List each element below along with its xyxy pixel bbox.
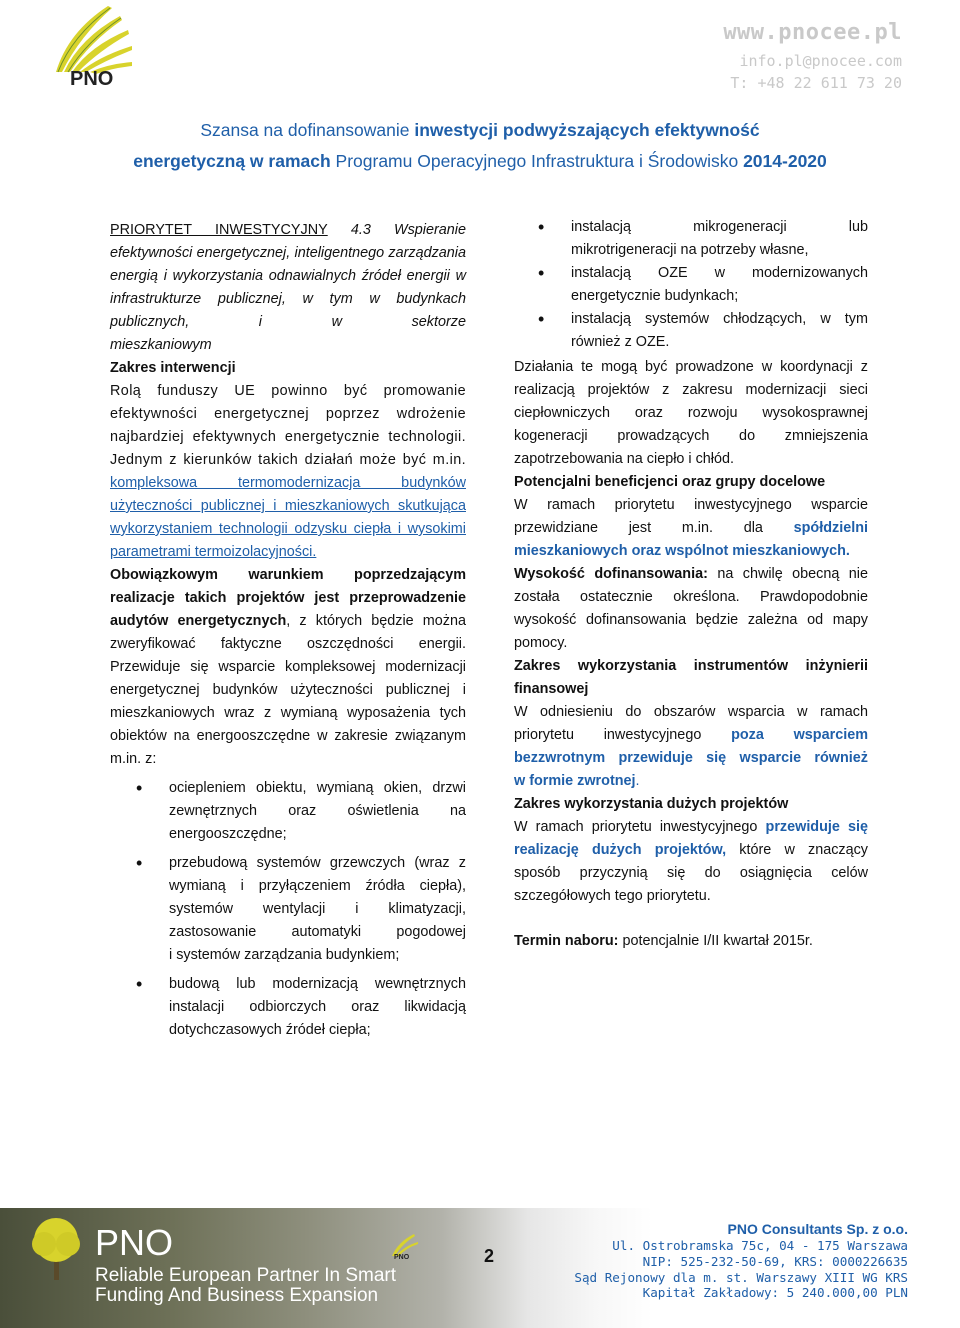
przewiduje-paragraph: Przewiduje się wsparcie kompleksowej modernizacji energetycznej budynków użyteczności publicznej i mieszkaniowych wraz z wymianą wyposażenia tych obiektów na energooszczędne w zakresie związanym bbox=[110, 659, 466, 744]
potencjalni-paragraph bbox=[514, 494, 868, 540]
duze-blue: przewiduje się realizację dużych projektów, bbox=[514, 819, 868, 858]
termin-line bbox=[514, 930, 868, 953]
przewiduje-last-line: m.in. z: bbox=[110, 751, 157, 767]
list-item-cont: również z OZE. bbox=[571, 334, 670, 350]
title-part-bold: inwestycji podwyższających efektywność bbox=[414, 120, 760, 140]
footer-nip: NIP: 525-232-50-69, KRS: 0000226635 bbox=[642, 1254, 908, 1269]
duze-paragraph bbox=[514, 816, 868, 885]
wysokosc-heading: Wysokość dofinansowania: bbox=[514, 566, 708, 582]
page-title-line-2 bbox=[0, 151, 960, 172]
footer-pno-logo: PNO bbox=[95, 1222, 174, 1263]
pno-logo-icon bbox=[28, 2, 158, 98]
priority-label: PRIORYTET INWESTYCYJNY bbox=[110, 222, 328, 238]
footer-tagline-1: Reliable European Partner In Smart bbox=[95, 1265, 396, 1286]
duze-text2: które w znaczący sposób przyczynią się do osiągnięcia celów bbox=[514, 842, 868, 881]
list-item-cont: mikrotrigeneracji na potrzeby własne, bbox=[571, 242, 809, 258]
odniesieniu-blue: poza wsparciem bezzwrotnym przewiduje się wsparcie również bbox=[514, 727, 868, 766]
left-column bbox=[110, 219, 466, 1042]
odniesieniu-dot: . bbox=[635, 773, 640, 789]
footer-tagline-2: Funding And Business Expansion bbox=[95, 1285, 379, 1306]
odniesieniu-text: W odniesieniu do obszarów wsparcia w ramach priorytetu inwestycyjnego bbox=[514, 704, 868, 743]
wysokosc-paragraph bbox=[514, 563, 868, 632]
dzialania-paragraph: Działania te mogą być prowadzone w koordynacji z realizacją projektów z zakresu modernizacji sieci ciepłowniczych oraz rozwoju wysokosprawnej kogeneracji prowadzących do zmniejszenia bbox=[514, 359, 868, 444]
pno-mini-logo-icon bbox=[386, 1230, 422, 1266]
odniesieniu-blue-last: w formie zwrotnej bbox=[514, 773, 636, 789]
website-link[interactable]: www.pnocee.pl bbox=[723, 20, 902, 45]
logo-text: PNO bbox=[70, 68, 114, 90]
left-bullet-list bbox=[110, 777, 466, 1042]
list-item-cont: energetycznie budynkach; bbox=[571, 288, 739, 304]
list-item: • ociepleniem obiektu, wymianą okien, drzwi zewnętrznych oraz oświetlenia na energooszczędne; bbox=[110, 777, 466, 846]
duze-last-line: szczegółowych tego priorytetu. bbox=[514, 888, 711, 904]
zakres-heading: Zakres interwencji bbox=[110, 360, 236, 376]
list-item: • instalacją OZE w modernizowanych bbox=[514, 262, 868, 285]
duze-text: W ramach priorytetu inwestycyjnego bbox=[514, 819, 766, 835]
right-column bbox=[514, 216, 868, 953]
dzialania-last-line: zapotrzebowania na ciepło i chłód. bbox=[514, 451, 734, 467]
title-part: Szansa na dofinansowanie bbox=[200, 120, 415, 140]
footer-capital: Kapitał Zakładowy: 5 240.000,00 PLN bbox=[642, 1285, 908, 1300]
tree-icon bbox=[22, 1214, 92, 1284]
termin-text: potencjalnie I/II kwartał 2015r. bbox=[618, 933, 813, 949]
footer-court: Sąd Rejonowy dla m. st. Warszawy XIII WG KRS bbox=[574, 1270, 908, 1285]
kompleksowa-link[interactable]: kompleksowa termomodernizacja budynków użyteczności publicznej i mieszkaniowych skutkująca wykorzystaniem technologii odzysku ciepła i wysokimi bbox=[110, 475, 466, 537]
mini-logo-text: PNO bbox=[394, 1254, 410, 1261]
potencjalni-blue-last: mieszkaniowych oraz wspólnot mieszkaniowych. bbox=[514, 543, 850, 559]
footer-company: PNO Consultants Sp. z o.o. bbox=[727, 1221, 908, 1237]
priority-text: 4.3 Wspieranie efektywności energetycznej, inteligentnego zarządzania energią i wykorzystania odnawialnych źródeł energii w infrastrukturze publicznej, w tym w budynkach publicznych, i w sektorze bbox=[110, 222, 466, 330]
list-item: • budową lub modernizacją wewnętrznych instalacji odbiorczych oraz likwidacją dotychczasowych źródeł ciepła; bbox=[110, 973, 466, 1042]
zakres-instr-heading: Zakres wykorzystania instrumentów inżynierii bbox=[514, 658, 868, 674]
potencjalni-heading: Potencjalni beneficjenci oraz grupy docelowe bbox=[514, 474, 826, 490]
title-part-bold: energetyczną w ramach bbox=[133, 151, 331, 171]
page-title-line-1 bbox=[0, 120, 960, 141]
email-link[interactable]: info.pl@pnocee.com bbox=[739, 52, 902, 70]
potencjalni-blue: spółdzielni bbox=[793, 520, 868, 536]
wysokosc-last-line: pomocy. bbox=[514, 635, 568, 651]
obowiazkowym-paragraph bbox=[110, 564, 466, 656]
phone-number: T: +48 22 611 73 20 bbox=[730, 74, 902, 92]
odniesieniu-last-line bbox=[514, 770, 868, 793]
title-part: Programu Operacyjnego Infrastruktura i Środowisko bbox=[330, 151, 744, 171]
footer-address: Ul. Ostrobramska 75c, 04 - 175 Warszawa bbox=[612, 1238, 908, 1253]
priority-last-line: mieszkaniowym bbox=[110, 337, 212, 353]
kompleksowa-link-last[interactable]: parametrami termoizolacyjności. bbox=[110, 544, 317, 560]
zakres-instr-heading-last: finansowej bbox=[514, 681, 589, 697]
wysokosc-text: na chwilę obecną nie została ostatecznie określona. Prawdopodobnie wysokość dofinansowania będzie zależna od mapy bbox=[514, 566, 869, 628]
priority-paragraph bbox=[110, 219, 466, 334]
list-item: • instalacją systemów chłodzących, w tym bbox=[514, 308, 868, 331]
obowiazkowym-rest: , z których będzie można zweryfikować faktyczne oszczędności energii. bbox=[110, 613, 466, 652]
list-item: • przebudową systemów grzewczych (wraz z wymianą i przyłączeniem źródła ciepła), systemów wentylacji i klimatyzacji, zastosowanie automatyki pogodowej bbox=[110, 852, 466, 944]
list-item-last-line: i systemów zarządzania budynkiem; bbox=[169, 947, 400, 963]
list-item: • instalacją mikrogeneracji lub bbox=[514, 216, 868, 239]
obowiazkowym-bold: Obowiązkowym warunkiem poprzedzającym realizacje takich projektów jest przeprowadzenie audytów energetycznych bbox=[110, 567, 466, 629]
odniesieniu-paragraph bbox=[514, 701, 868, 770]
zakres-paragraph: Rolą funduszy UE powinno być promowanie efektywności energetycznej poprzez wdrożenie najbardziej efektywnych energetycznie technologii. Jednym z kierunków takich działań może być m.in. bbox=[110, 383, 466, 468]
termin-label: Termin naboru: bbox=[514, 933, 619, 949]
title-part-bold: 2014-2020 bbox=[743, 151, 827, 171]
duze-heading: Zakres wykorzystania dużych projektów bbox=[514, 796, 789, 812]
page-number: 2 bbox=[484, 1246, 495, 1266]
potencjalni-text: W ramach priorytetu inwestycyjnego wsparcie przewidziane jest m.in. dla bbox=[514, 497, 868, 536]
